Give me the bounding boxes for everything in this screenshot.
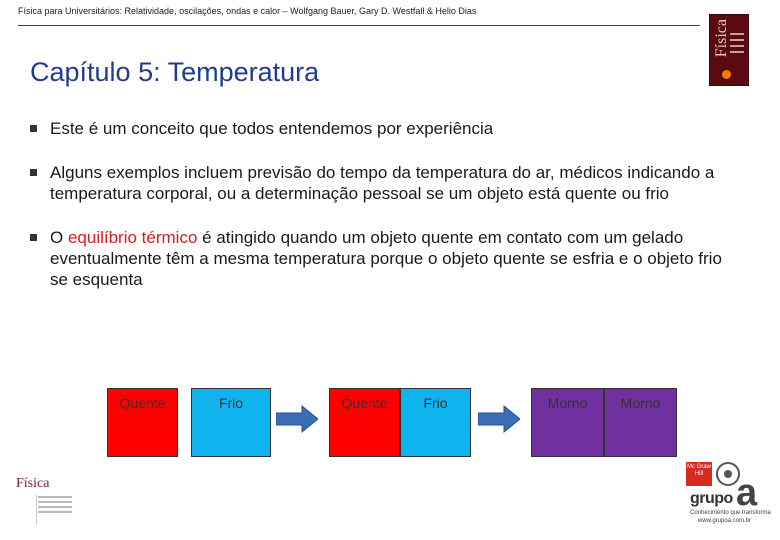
bullet-list <box>30 118 730 313</box>
box-frio <box>400 388 471 457</box>
box-morno <box>604 388 677 457</box>
header-divider <box>18 25 700 26</box>
footer-book-text-lines <box>38 496 72 516</box>
bullet-text-pre: O <box>50 228 68 247</box>
bullet-square-icon <box>30 169 37 176</box>
bullet-text-post: é atingido quando um objeto quente em contato com um gelado eventualmente têm a mesma temperatura porque o objeto quente se esfria e o objeto frio se esquenta <box>50 228 722 289</box>
book-cover-image <box>709 14 749 86</box>
highlight-term: equilíbrio térmico <box>67 228 198 247</box>
box-label: Frio <box>423 395 448 411</box>
box-quente <box>107 388 178 457</box>
box-label: Morno <box>620 395 661 411</box>
bullet-text: Este é um conceito que todos entendemos por experiência <box>50 119 494 138</box>
bullet-item <box>30 227 730 290</box>
box-label: Morno <box>547 395 588 411</box>
box-quente <box>329 388 400 457</box>
bullet-text: Alguns exemplos incluem previsão do tempo da temperatura do ar, médicos indicando a temperatura corporal, ou a determinação pessoal se um objeto está quente ou frio <box>50 163 715 203</box>
bullet-item <box>30 118 730 139</box>
footer-book-title: Física <box>16 476 50 491</box>
grupo-logo-text: grupo <box>690 490 733 507</box>
slide-title: Capítulo 5: Temperatura <box>30 57 320 87</box>
box-morno <box>531 388 604 457</box>
mcgraw-hill-logo: Mc Graw Hill <box>686 462 712 486</box>
bullet-square-icon <box>30 234 37 241</box>
box-frio <box>191 388 271 457</box>
book-cover-dot <box>722 70 731 79</box>
publisher-website: www.grupoa.com.br <box>698 518 752 524</box>
header-text: Física para Universitários: Relatividade, oscilações, ondas e calor – Wolfgang Bauer, Gary D. Westfall & Helio Dias <box>18 6 477 16</box>
box-label: Frio <box>218 395 244 411</box>
bullet-item <box>30 162 730 204</box>
right-arrow-icon <box>276 404 318 434</box>
publisher-tagline: Conhecimento que transforma <box>690 510 771 516</box>
footer-book-divider <box>36 494 37 524</box>
box-label: Quente <box>119 395 166 411</box>
footer-book-logo <box>16 476 76 526</box>
right-arrow-icon <box>478 404 520 434</box>
book-cover-title: Física <box>713 19 730 58</box>
box-label: Quente <box>341 395 388 411</box>
book-cover-decoration <box>730 33 744 57</box>
grupo-a-letter: a <box>736 472 758 514</box>
publisher-logo <box>684 460 774 530</box>
bullet-square-icon <box>30 125 37 132</box>
